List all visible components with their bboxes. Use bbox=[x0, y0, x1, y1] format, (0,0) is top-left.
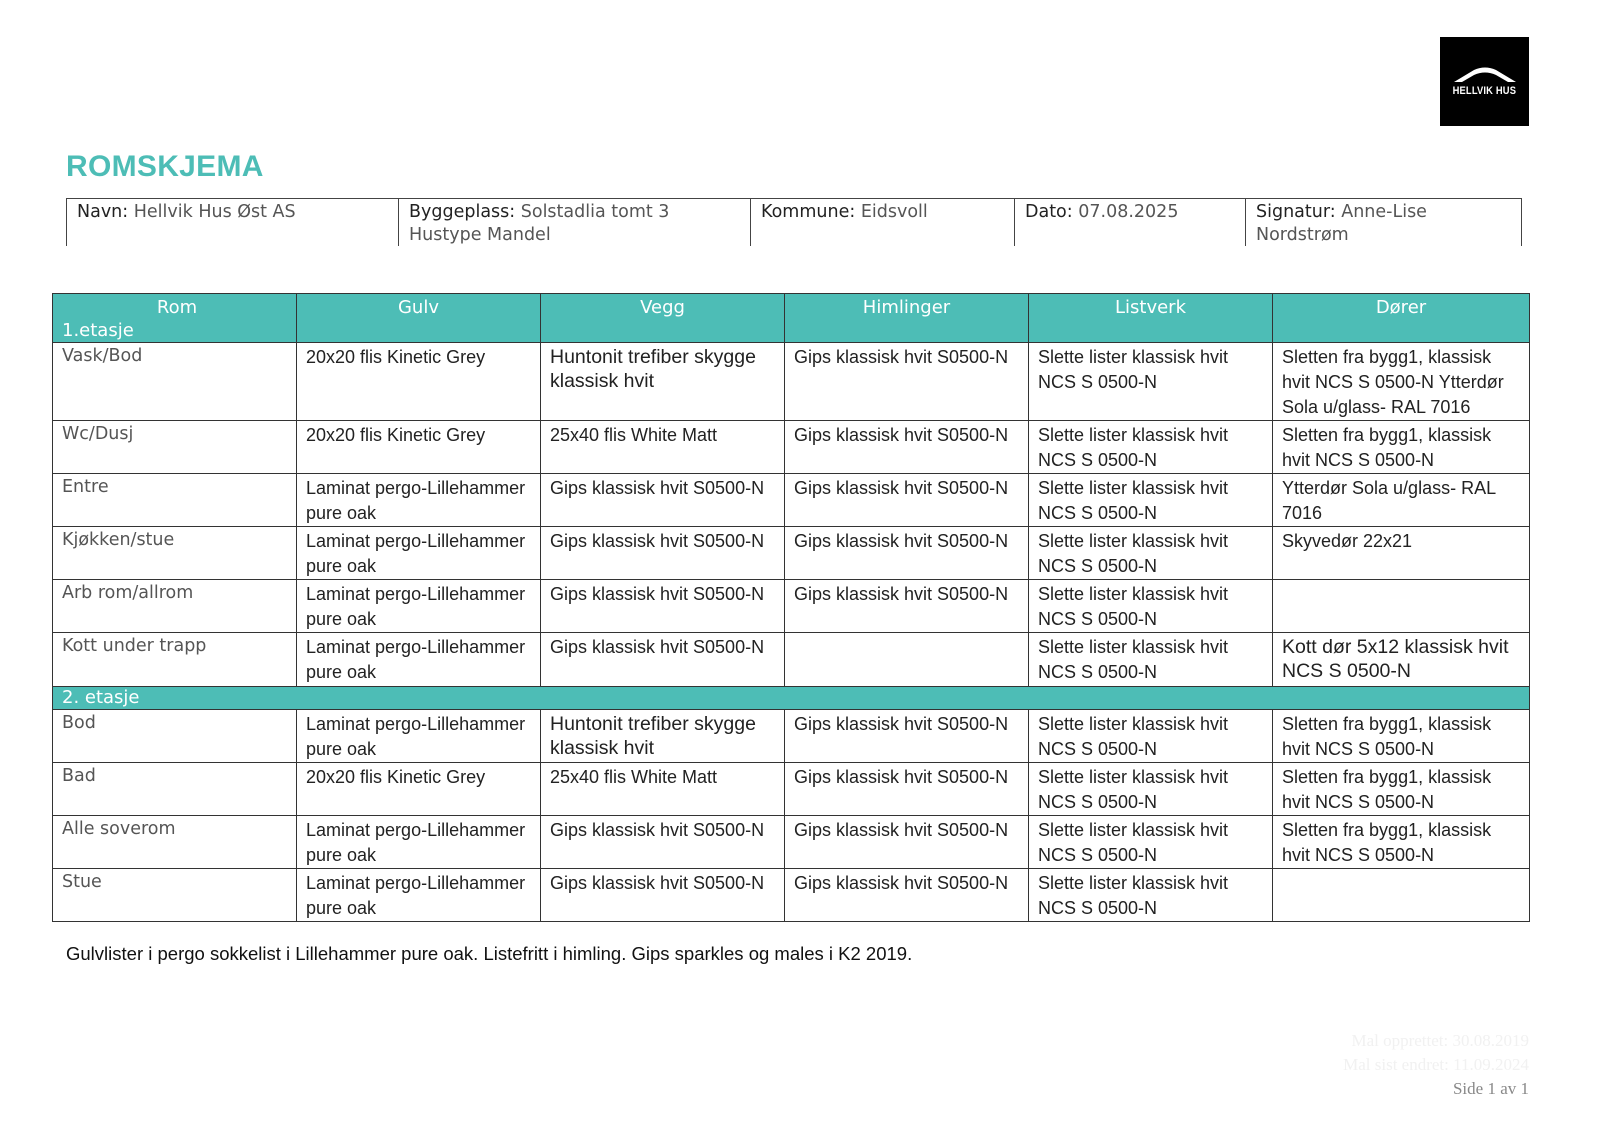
table-cell: 20x20 flis Kinetic Grey bbox=[297, 421, 541, 474]
table-header-row bbox=[53, 294, 1530, 343]
info-label: Navn: bbox=[77, 202, 129, 222]
table-cell: 20x20 flis Kinetic Grey bbox=[297, 763, 541, 816]
footnote-text: Gulvlister i pergo sokkelist i Lillehammer pure oak. Listefritt i himling. Gips sparkles og males i K2 2019. bbox=[66, 943, 913, 964]
table-row bbox=[53, 869, 1530, 922]
table-cell: 25x40 flis White Matt bbox=[541, 763, 785, 816]
column-header-label: Rom bbox=[156, 297, 198, 318]
table-cell: Huntonit trefiber skygge klassisk hvit bbox=[541, 343, 785, 421]
house-roof-icon bbox=[1452, 66, 1518, 84]
room-name-cell: Vask/Bod bbox=[53, 343, 297, 421]
table-cell: 25x40 flis White Matt bbox=[541, 421, 785, 474]
info-signature bbox=[1245, 199, 1522, 246]
table-cell: Laminat pergo-Lillehammer pure oak bbox=[297, 474, 541, 527]
table-cell: Sletten fra bygg1, klassisk hvit NCS S 0500-N Ytterdør Sola u/glass- RAL 7016 bbox=[1273, 343, 1530, 421]
table-cell: Slette lister klassisk hvit NCS S 0500-N bbox=[1029, 474, 1273, 527]
column-header: Vegg bbox=[541, 294, 785, 343]
table-cell: Slette lister klassisk hvit NCS S 0500-N bbox=[1029, 343, 1273, 421]
template-created: Mal opprettet: 30.08.2019 bbox=[1351, 1031, 1529, 1050]
info-value-line2: Hustype Mandel bbox=[409, 225, 551, 245]
table-row bbox=[53, 633, 1530, 687]
column-header: Listverk bbox=[1029, 294, 1273, 343]
table-cell: Slette lister klassisk hvit NCS S 0500-N bbox=[1029, 421, 1273, 474]
info-site bbox=[398, 199, 750, 246]
info-value: Hellvik Hus Øst AS bbox=[133, 202, 296, 222]
column-header: Dører bbox=[1273, 294, 1530, 343]
table-cell: Gips klassisk hvit S0500-N bbox=[541, 869, 785, 922]
table-cell: Sletten fra bygg1, klassisk hvit NCS S 0500-N bbox=[1273, 710, 1530, 763]
info-municipality bbox=[750, 199, 1014, 246]
info-value: Eidsvoll bbox=[860, 202, 928, 222]
table-row bbox=[53, 763, 1530, 816]
table-cell: Sletten fra bygg1, klassisk hvit NCS S 0500-N bbox=[1273, 763, 1530, 816]
info-label: Byggeplass: bbox=[409, 202, 516, 222]
page-footer bbox=[1343, 1029, 1529, 1101]
table-cell: Gips klassisk hvit S0500-N bbox=[785, 763, 1029, 816]
table-row bbox=[53, 343, 1530, 421]
room-name-cell: Arb rom/allrom bbox=[53, 580, 297, 633]
table-cell: Slette lister klassisk hvit NCS S 0500-N bbox=[1029, 633, 1273, 687]
table-cell bbox=[1273, 580, 1530, 633]
info-label: Dato: bbox=[1025, 202, 1073, 222]
table-cell: Ytterdør Sola u/glass- RAL 7016 bbox=[1273, 474, 1530, 527]
table-cell: Sletten fra bygg1, klassisk hvit NCS S 0500-N bbox=[1273, 421, 1530, 474]
template-changed: Mal sist endret: 11.09.2024 bbox=[1343, 1055, 1529, 1074]
column-header: Himlinger bbox=[785, 294, 1029, 343]
table-cell: Laminat pergo-Lillehammer pure oak bbox=[297, 580, 541, 633]
section-label: 2. etasje bbox=[53, 687, 1530, 710]
room-name-cell: Wc/Dusj bbox=[53, 421, 297, 474]
section-1-body bbox=[53, 343, 1530, 687]
table-cell: Slette lister klassisk hvit NCS S 0500-N bbox=[1029, 816, 1273, 869]
section-2-body bbox=[53, 710, 1530, 922]
table-cell: Laminat pergo-Lillehammer pure oak bbox=[297, 710, 541, 763]
section-2-header bbox=[53, 687, 1530, 710]
info-value: 07.08.2025 bbox=[1078, 202, 1179, 222]
table-cell: Gips klassisk hvit S0500-N bbox=[541, 527, 785, 580]
table-cell: Gips klassisk hvit S0500-N bbox=[785, 580, 1029, 633]
room-name-cell: Kott under trapp bbox=[53, 633, 297, 687]
table-cell: Gips klassisk hvit S0500-N bbox=[785, 474, 1029, 527]
table-cell: Slette lister klassisk hvit NCS S 0500-N bbox=[1029, 869, 1273, 922]
table-cell: Gips klassisk hvit S0500-N bbox=[785, 710, 1029, 763]
info-name bbox=[66, 199, 398, 246]
table-cell: Huntonit trefiber skygge klassisk hvit bbox=[541, 710, 785, 763]
table-cell: Slette lister klassisk hvit NCS S 0500-N bbox=[1029, 763, 1273, 816]
table-cell: 20x20 flis Kinetic Grey bbox=[297, 343, 541, 421]
room-name-cell: Stue bbox=[53, 869, 297, 922]
page-number: Side 1 av 1 bbox=[1452, 1079, 1529, 1098]
table-cell: Gips klassisk hvit S0500-N bbox=[785, 343, 1029, 421]
logo-text: HELLVIK HUS bbox=[1452, 85, 1517, 97]
column-header bbox=[53, 294, 297, 343]
table-cell: Kott dør 5x12 klassisk hvit NCS S 0500-N bbox=[1273, 633, 1530, 687]
table-cell: Laminat pergo-Lillehammer pure oak bbox=[297, 869, 541, 922]
room-name-cell: Bad bbox=[53, 763, 297, 816]
table-cell: Slette lister klassisk hvit NCS S 0500-N bbox=[1029, 527, 1273, 580]
info-bar bbox=[66, 198, 1522, 246]
table-row bbox=[53, 816, 1530, 869]
table-cell: Sletten fra bygg1, klassisk hvit NCS S 0500-N bbox=[1273, 816, 1530, 869]
info-label: Signatur: bbox=[1256, 202, 1336, 222]
room-name-cell: Bod bbox=[53, 710, 297, 763]
info-value: Anne-Lise bbox=[1341, 202, 1427, 222]
room-name-cell: Entre bbox=[53, 474, 297, 527]
table-cell: Skyvedør 22x21 bbox=[1273, 527, 1530, 580]
column-header: Gulv bbox=[297, 294, 541, 343]
info-value: Solstadlia tomt 3 bbox=[520, 202, 670, 222]
table-cell bbox=[1273, 869, 1530, 922]
table-cell: Laminat pergo-Lillehammer pure oak bbox=[297, 527, 541, 580]
table-cell: Gips klassisk hvit S0500-N bbox=[541, 633, 785, 687]
info-date bbox=[1014, 199, 1245, 246]
table-row bbox=[53, 474, 1530, 527]
room-name-cell: Kjøkken/stue bbox=[53, 527, 297, 580]
table-cell: Laminat pergo-Lillehammer pure oak bbox=[297, 816, 541, 869]
table-cell: Gips klassisk hvit S0500-N bbox=[785, 869, 1029, 922]
table-cell bbox=[785, 633, 1029, 687]
info-label: Kommune: bbox=[761, 202, 856, 222]
table-cell: Gips klassisk hvit S0500-N bbox=[785, 816, 1029, 869]
company-logo bbox=[1440, 37, 1529, 126]
table-cell: Slette lister klassisk hvit NCS S 0500-N bbox=[1029, 580, 1273, 633]
table-cell: Gips klassisk hvit S0500-N bbox=[541, 580, 785, 633]
room-name-cell: Alle soverom bbox=[53, 816, 297, 869]
table-cell: Laminat pergo-Lillehammer pure oak bbox=[297, 633, 541, 687]
table-cell: Gips klassisk hvit S0500-N bbox=[541, 474, 785, 527]
section-label: 1.etasje bbox=[62, 320, 134, 341]
table-row bbox=[53, 527, 1530, 580]
table-cell: Slette lister klassisk hvit NCS S 0500-N bbox=[1029, 710, 1273, 763]
table-row bbox=[53, 710, 1530, 763]
table-row bbox=[53, 580, 1530, 633]
table-cell: Gips klassisk hvit S0500-N bbox=[541, 816, 785, 869]
table-cell: Gips klassisk hvit S0500-N bbox=[785, 421, 1029, 474]
room-schedule-table bbox=[52, 293, 1530, 922]
document-title: ROMSKJEMA bbox=[66, 150, 264, 183]
table-row bbox=[53, 421, 1530, 474]
section-row bbox=[53, 687, 1530, 710]
table-cell: Gips klassisk hvit S0500-N bbox=[785, 527, 1029, 580]
info-value-line2: Nordstrøm bbox=[1256, 225, 1349, 245]
